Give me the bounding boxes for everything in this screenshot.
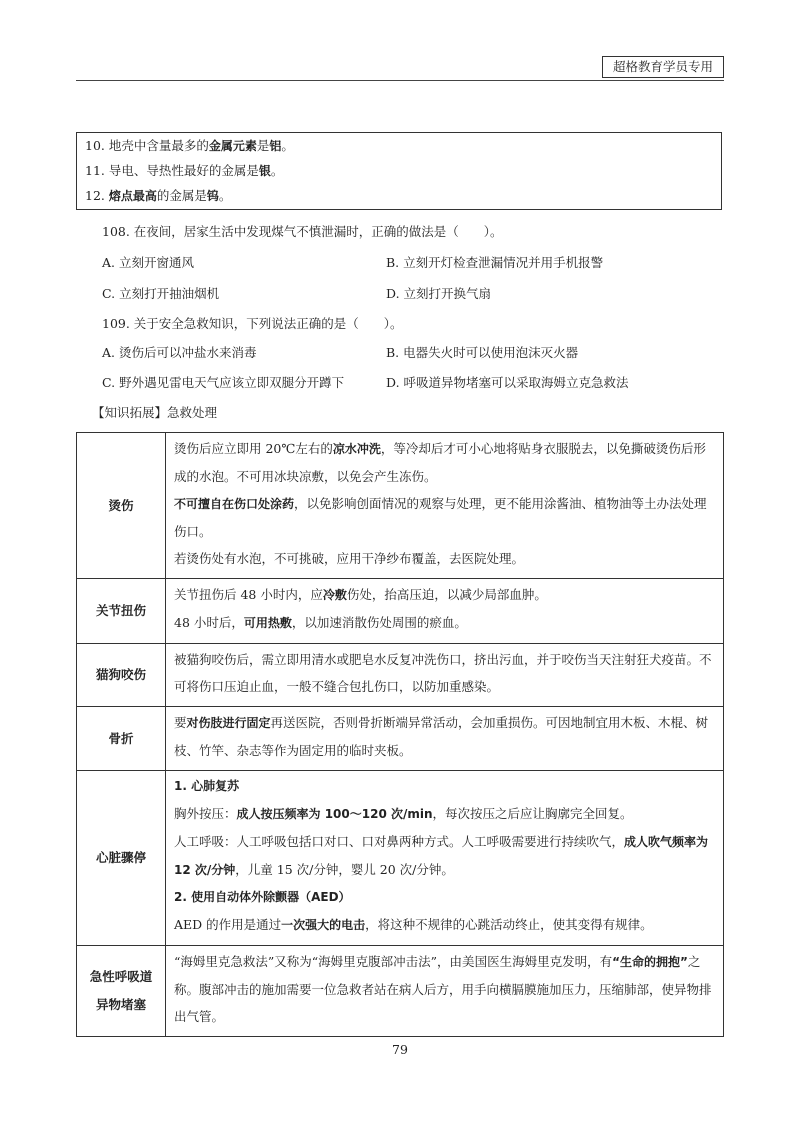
table-row-airway — [77, 946, 724, 1037]
row-label-sprain: 关节扭伤 — [77, 579, 166, 644]
row-content-fracture: 要对伤肢进行固定再送医院，否则骨折断端异常活动，会加重损伤。可因地制宜用木板、木棍、树枝、竹竿、杂志等作为固定用的临时夹板。 — [166, 707, 724, 771]
row-content-bite: 被猫狗咬伤后，需立即用清水或肥皂水反复冲洗伤口，挤出污血，并于咬伤当天注射狂犬疫苗。不可将伤口压迫止血，一般不缝合包扎伤口，以防加重感染。 — [166, 644, 724, 707]
question-109-option-b: B. 电器失火时可以使用泡沫灭火器 — [386, 345, 579, 360]
table-row-cardiac — [77, 771, 724, 946]
row-content-burn: 烫伤后应立即用 20℃左右的凉水冲洗，等冷却后才可小心地将贴身衣服脱去，以免撕破烫伤后形成的水泡。不可用冰块凉敷，以免会产生冻伤。 不可擅自在伤口处涂药，以免影响创面情况的观察与处理，更不能用涂酱油、植物油等土办法处理伤口。 若烫伤处有水泡，不可挑破，应用干净纱布覆盖，去医院处理。 — [166, 433, 724, 579]
row-label-fracture: 骨折 — [77, 707, 166, 771]
question-108-stem: 108. 在夜间，居家生活中发现煤气不慎泄漏时，正确的做法是（ ）。 — [102, 224, 503, 239]
question-108-option-b: B. 立刻开灯检查泄漏情况并用手机报警 — [386, 255, 604, 270]
row-label-cardiac: 心脏骤停 — [77, 771, 166, 946]
row-label-airway: 急性呼吸道 异物堵塞 — [77, 946, 166, 1037]
page-number: 79 — [392, 1042, 408, 1057]
row-content-cardiac: 1. 心肺复苏 胸外按压：成人按压频率为 100～120 次/min，每次按压之后应让胸廓完全回复。 人工呼吸：人工呼吸包括口对口、口对鼻两种方式。人工呼吸需要进行持续吹气，成人吹气频率为 12 次/分钟，儿童 15 次/分钟，婴儿 20 次/分钟。 2. 使用自动体外除颤器（AED） AED 的作用是通过一次强大的电击，将这种不规律的心跳活动终止，使其变得有规律。 — [166, 771, 724, 946]
header-rule — [76, 80, 724, 81]
subheading-cpr: 1. 心肺复苏 — [174, 779, 240, 793]
fact-line-10: 10. 地壳中含量最多的金属元素是铝。 — [85, 138, 294, 153]
question-108-option-a: A. 立刻开窗通风 — [102, 255, 194, 270]
question-109-option-d: D. 呼吸道异物堵塞可以采取海姆立克急救法 — [386, 375, 629, 390]
question-108-option-c: C. 立刻打开抽油烟机 — [102, 286, 220, 301]
question-109-option-c: C. 野外遇见雷电天气应该立即双腿分开蹲下 — [102, 375, 345, 390]
row-content-sprain: 关节扭伤后 48 小时内，应冷敷伤处，抬高压迫，以减少局部血肿。 48 小时后，可用热敷，以加速消散伤处周围的瘀血。 — [166, 579, 724, 644]
question-109-option-a: A. 烫伤后可以冲盐水来消毒 — [102, 345, 257, 360]
table-row-burn — [77, 433, 724, 579]
fact-box — [76, 132, 722, 210]
fact-line-12: 12. 熔点最高的金属是钨。 — [85, 188, 232, 203]
row-label-bite: 猫狗咬伤 — [77, 644, 166, 707]
question-108-option-d: D. 立刻打开换气扇 — [386, 286, 492, 301]
subheading-aed: 2. 使用自动体外除颤器（AED） — [174, 890, 351, 904]
table-row-sprain — [77, 579, 724, 644]
row-content-airway: “海姆里克急救法”又称为“海姆里克腹部冲击法”，由美国医生海姆里克发明，有“生命的拥抱”之称。腹部冲击的施加需要一位急救者站在病人后方，用手向横膈膜施加压力，压缩肺部，使异物排出气管。 — [166, 946, 724, 1037]
fact-line-11: 11. 导电、导热性最好的金属是银。 — [85, 163, 284, 178]
header-label: 超格教育学员专用 — [602, 56, 724, 78]
row-label-burn: 烫伤 — [77, 433, 166, 579]
first-aid-table — [76, 432, 724, 1037]
table-row-bite — [77, 644, 724, 707]
table-row-fracture — [77, 707, 724, 771]
question-109-stem: 109. 关于安全急救知识，下列说法正确的是（ ）。 — [102, 316, 403, 331]
section-title: 【知识拓展】急救处理 — [92, 405, 218, 420]
